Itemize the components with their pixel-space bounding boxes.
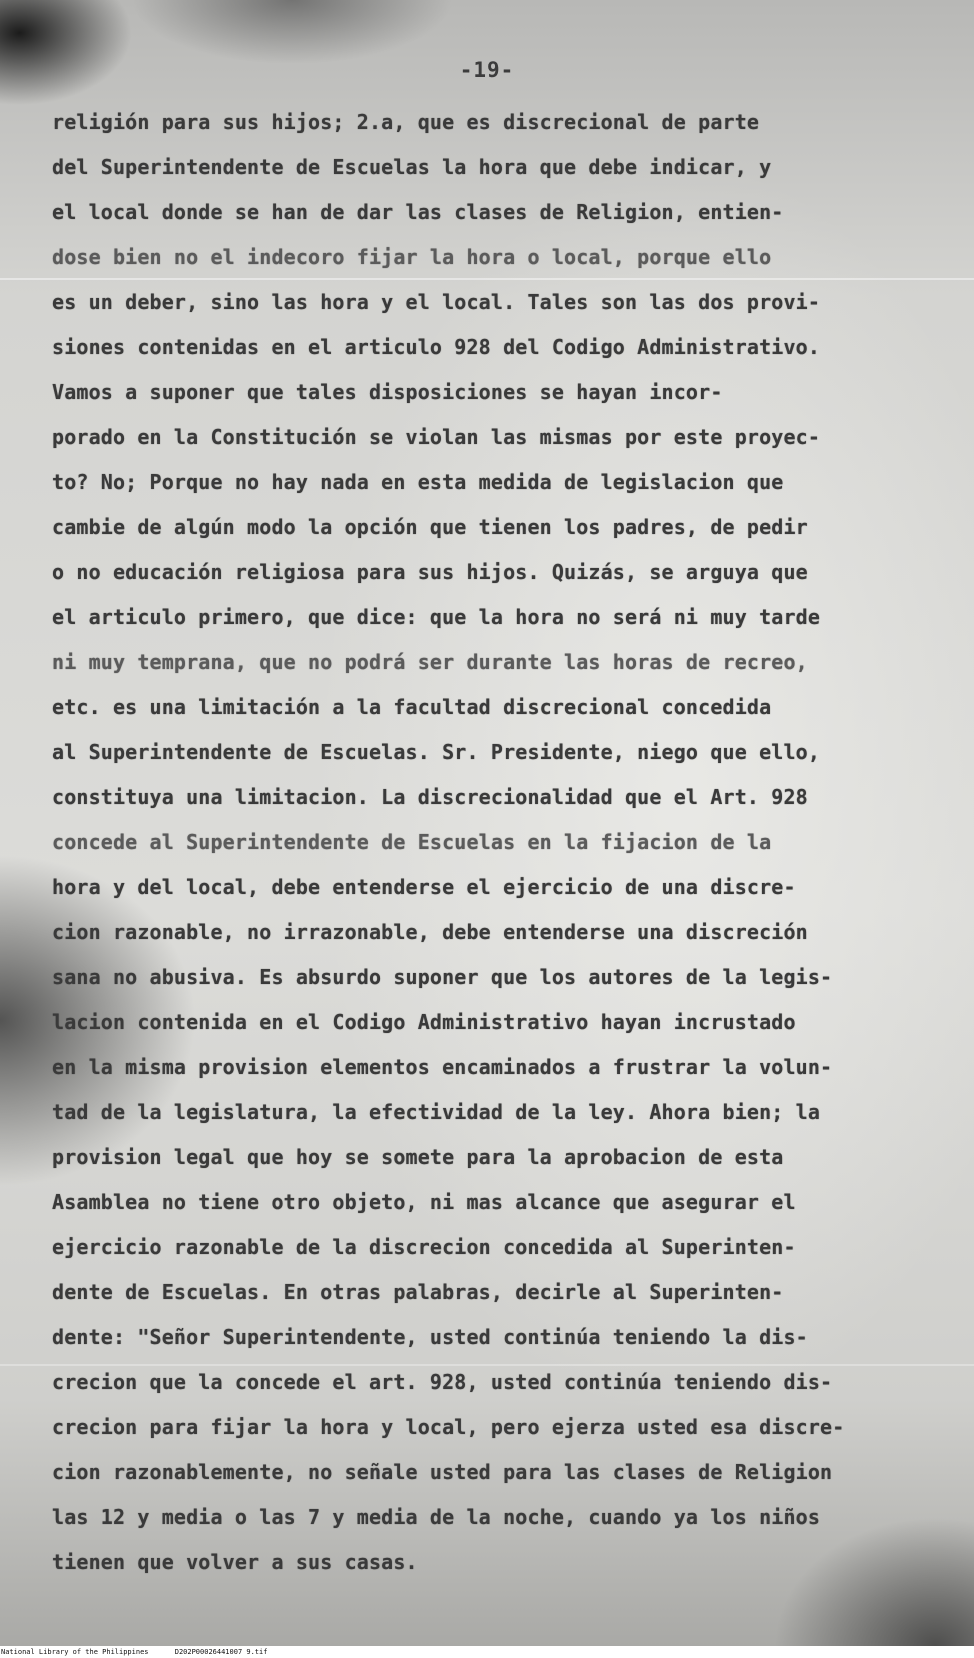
text-line: el articulo primero, que dice: que la hora no será ni muy tarde	[52, 605, 821, 629]
text-line: es un deber, sino las hora y el local. Tales son las dos provi-	[52, 290, 821, 314]
page-number: -19-	[459, 58, 515, 82]
text-line: dente: "Señor Superintendente, usted continúa teniendo la dis-	[52, 1325, 808, 1349]
text-line: Asamblea no tiene otro objeto, ni mas alcance que asegurar el	[52, 1190, 796, 1214]
text-line: en la misma provision elementos encaminados a frustrar la volun-	[52, 1055, 833, 1079]
text-line: al Superintendente de Escuelas. Sr. Presidente, niego que ello,	[52, 740, 821, 764]
text-line: sana no abusiva. Es absurdo suponer que los autores de la legis-	[52, 965, 833, 989]
text-line: cion razonablemente, no señale usted para las clases de Religion	[52, 1460, 833, 1484]
text-line: to? No; Porque no hay nada en esta medida de legislacion que	[52, 470, 784, 494]
text-line: ni muy temprana, que no podrá ser durante las horas de recreo,	[52, 650, 808, 674]
text-line: tienen que volver a sus casas.	[52, 1550, 418, 1574]
text-line: porado en la Constitución se violan las mismas por este proyec-	[52, 425, 821, 449]
text-line: lacion contenida en el Codigo Administrativo hayan incrustado	[52, 1010, 796, 1034]
typewritten-text-body	[52, 100, 952, 1585]
text-line: siones contenidas en el articulo 928 del Codigo Administrativo.	[52, 335, 821, 359]
text-line: tad de la legislatura, la efectividad de la ley. Ahora bien; la	[52, 1100, 821, 1124]
text-line: Vamos a suponer que tales disposiciones se hayan incor-	[52, 380, 723, 404]
text-line: el local donde se han de dar las clases de Religion, entien-	[52, 200, 784, 224]
text-line: cambie de algún modo la opción que tienen los padres, de pedir	[52, 515, 808, 539]
text-line: provision legal que hoy se somete para la aprobacion de esta	[52, 1145, 784, 1169]
text-line: dente de Escuelas. En otras palabras, decirle al Superinten-	[52, 1280, 784, 1304]
text-line: cion razonable, no irrazonable, debe entenderse una discreción	[52, 920, 808, 944]
text-line: religión para sus hijos; 2.a, que es discrecional de parte	[52, 110, 760, 134]
text-line: constituya una limitacion. La discrecionalidad que el Art. 928	[52, 785, 808, 809]
text-line: las 12 y media o las 7 y media de la noche, cuando ya los niños	[52, 1505, 821, 1529]
text-line: hora y del local, debe entenderse el ejercicio de una discre-	[52, 875, 796, 899]
text-line: concede al Superintendente de Escuelas en la fijacion de la	[52, 830, 772, 854]
text-line: etc. es una limitación a la facultad discrecional concedida	[52, 695, 772, 719]
scan-file-id: D202P00026441007 9.tif	[174, 1648, 268, 1656]
text-line: del Superintendente de Escuelas la hora que debe indicar, y	[52, 155, 772, 179]
text-line: crecion para fijar la hora y local, pero ejerza usted esa discre-	[52, 1415, 845, 1439]
text-line: o no educación religiosa para sus hijos. Quizás, se arguya que	[52, 560, 808, 584]
scan-footer-strip	[0, 1646, 974, 1658]
text-line: dose bien no el indecoro fijar la hora o local, porque ello	[52, 245, 772, 269]
library-credit: National Library of the Philippines	[1, 1648, 149, 1656]
text-line: crecion que la concede el art. 928, usted continúa teniendo dis-	[52, 1370, 833, 1394]
text-line: ejercicio razonable de la discrecion concedida al Superinten-	[52, 1235, 796, 1259]
